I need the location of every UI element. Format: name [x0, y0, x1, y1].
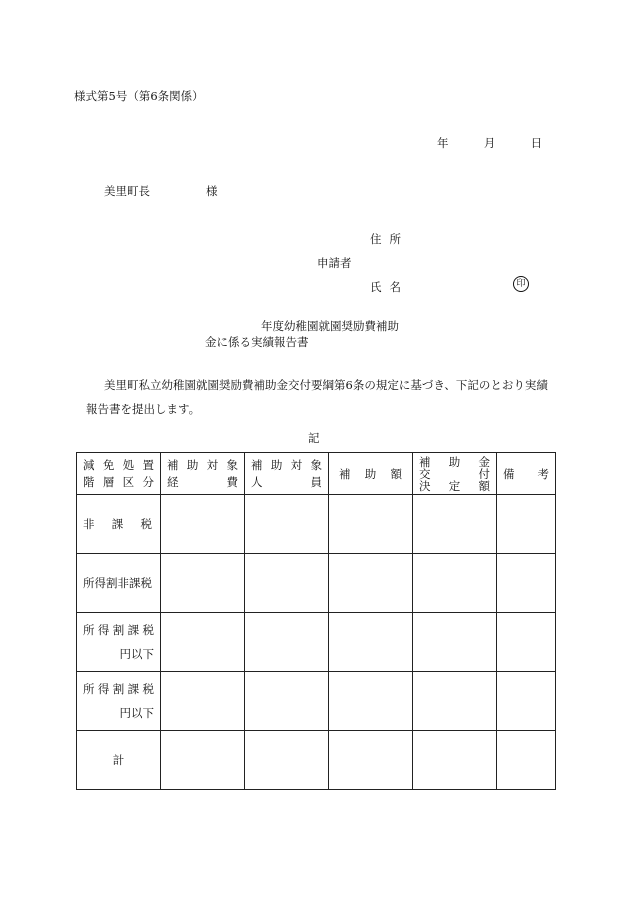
row-label-income-taxable-2: 所 得 割 課 税 円以下 [77, 672, 161, 731]
table-row [77, 554, 556, 613]
table-cell[interactable] [161, 731, 245, 790]
addressee [104, 183, 218, 199]
table-cell[interactable] [245, 613, 329, 672]
table-cell[interactable] [413, 613, 497, 672]
header-eligible-expenses: 補 助 対 象 経 費 [161, 453, 245, 495]
table-cell[interactable] [329, 613, 413, 672]
address-label: 住所 [370, 232, 409, 246]
table-cell[interactable] [413, 731, 497, 790]
form-number: 様式第5号（第6条関係） [74, 89, 204, 103]
row-label-income-taxable-1: 所 得 割 課 税 円以下 [77, 613, 161, 672]
table-cell[interactable] [245, 554, 329, 613]
date-line [437, 135, 542, 151]
table-cell[interactable] [329, 672, 413, 731]
row-label-total: 計 [77, 731, 161, 790]
header-grant-decision-amount: 補 助 金 交 付 決 定 額 [413, 453, 497, 495]
date-day: 日 [530, 136, 543, 150]
table-cell[interactable] [161, 554, 245, 613]
table-cell[interactable] [245, 495, 329, 554]
table-cell[interactable] [497, 613, 556, 672]
table-row [77, 613, 556, 672]
table-cell[interactable] [497, 554, 556, 613]
table-cell[interactable] [329, 731, 413, 790]
table-cell[interactable] [161, 672, 245, 731]
table-cell[interactable] [329, 554, 413, 613]
seal-mark: 印 [513, 276, 529, 292]
date-year: 年 [437, 136, 449, 150]
name-label: 氏名 [370, 280, 409, 294]
table-header-row [77, 453, 556, 495]
applicant-label: 申請者 [317, 256, 352, 270]
table-cell[interactable] [413, 672, 497, 731]
addressee-honorific: 様 [206, 184, 218, 198]
table-row [77, 731, 556, 790]
body-text: 美里町私立幼稚園就園奨励費補助金交付要綱第6条の規定に基づき、下記のとおり実績報告書を提出します。 [86, 378, 548, 416]
table-cell[interactable] [161, 495, 245, 554]
table-row [77, 672, 556, 731]
table-cell[interactable] [497, 495, 556, 554]
document-title-line1: 年度幼稚園就園奨励費補助 [261, 319, 399, 333]
row-label-non-taxable: 非 課 税 [77, 495, 161, 554]
header-remarks: 備 考 [497, 453, 556, 495]
table-cell[interactable] [245, 731, 329, 790]
table-cell[interactable] [497, 672, 556, 731]
table-cell[interactable] [329, 495, 413, 554]
table-cell[interactable] [413, 554, 497, 613]
addressee-name: 美里町長 [104, 184, 150, 198]
table-row [77, 495, 556, 554]
table-cell[interactable] [161, 613, 245, 672]
header-eligible-persons: 補 助 対 象 人 員 [245, 453, 329, 495]
date-month: 月 [483, 136, 496, 150]
table-cell[interactable] [245, 672, 329, 731]
header-subsidy-amount: 補 助 額 [329, 453, 413, 495]
table-cell[interactable] [413, 495, 497, 554]
header-category: 減 免 処 置 階 層 区 分 [77, 453, 161, 495]
row-label-income-non-taxable: 所得割非課税 [77, 554, 161, 613]
table-cell[interactable] [497, 731, 556, 790]
document-title-line2: 金に係る実績報告書 [205, 335, 309, 349]
ki-heading: 記 [308, 431, 320, 445]
report-table [76, 452, 556, 790]
